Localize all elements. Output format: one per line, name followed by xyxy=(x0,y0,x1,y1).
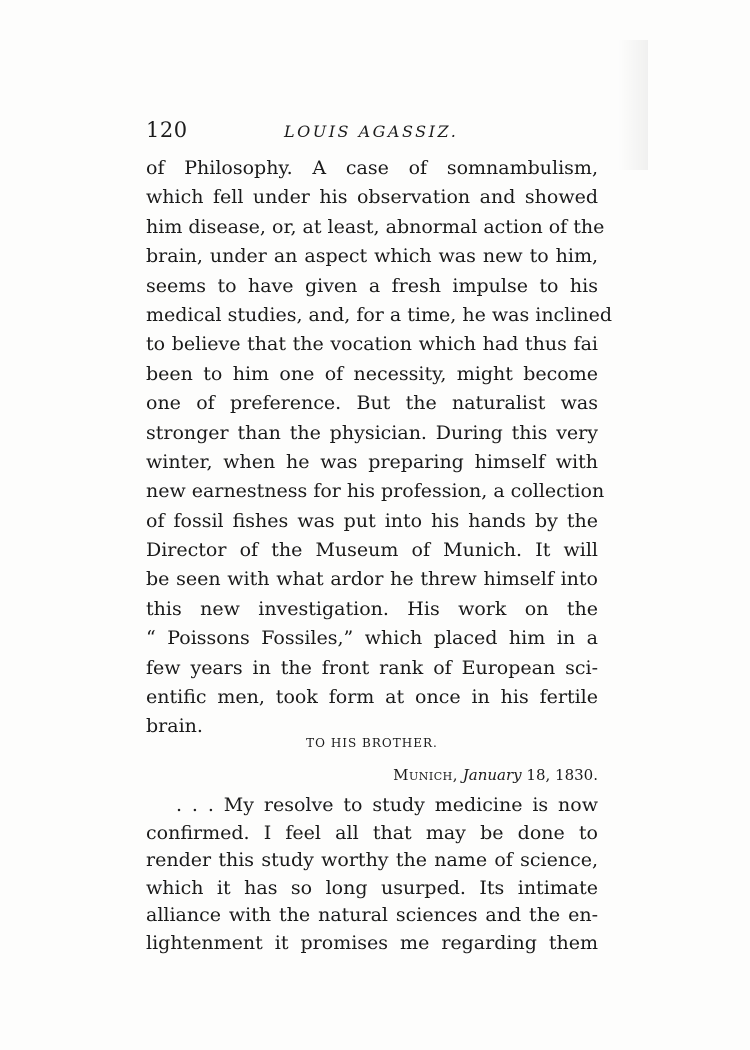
letter-place: Munich, xyxy=(393,766,458,784)
text-line: Director of the Museum of Munich. It will xyxy=(146,539,598,562)
text-line: brain. xyxy=(146,715,203,738)
letter-date-day-year: 18, 1830. xyxy=(526,766,598,784)
text-line: render this study worthy the name of science, xyxy=(146,849,598,871)
letter-date-month: January xyxy=(462,766,522,784)
text-line: . . . My resolve to study medicine is now xyxy=(176,794,598,816)
text-line: been to him one of necessity, might become xyxy=(146,362,598,385)
text-line: “ Poissons Fossiles,” which placed him in a xyxy=(146,627,598,650)
text-line: medical studies, and, for a time, he was inclined xyxy=(146,303,612,326)
text-line: this new investigation. His work on the xyxy=(146,597,598,620)
page-edge-shadow xyxy=(618,40,648,170)
text-line: which it has so long usurped. Its intimate xyxy=(146,876,598,899)
text-line: winter, when he was preparing himself with xyxy=(146,450,598,473)
text-line: one of preference. But the naturalist was xyxy=(146,392,598,415)
body-paragraph xyxy=(146,154,612,742)
text-line: alliance with the natural sciences and the en- xyxy=(146,904,598,926)
letter-body xyxy=(146,792,598,957)
text-line: confirmed. I feel all that may be done to xyxy=(146,821,598,844)
text-line: few years in the front rank of European sci- xyxy=(146,656,598,679)
text-line: seems to have given a fresh impulse to his xyxy=(146,274,598,297)
text-line: entific men, took form at once in his fertile xyxy=(146,686,598,709)
page-number: 120 xyxy=(146,118,188,142)
running-head xyxy=(146,118,598,148)
text-line: him disease, or, at least, abnormal action of the xyxy=(146,215,605,238)
text-line: of fossil fishes was put into his hands by the xyxy=(146,509,598,532)
text-line: be seen with what ardor he threw himself into xyxy=(146,568,598,591)
letter-dateline xyxy=(146,766,598,784)
text-line: new earnestness for his profession, a collection xyxy=(146,480,605,503)
letter-heading: TO HIS BROTHER. xyxy=(306,736,438,750)
text-line: brain, under an aspect which was new to him, xyxy=(146,245,598,268)
text-line: to believe that the vocation which had thus fai xyxy=(146,333,598,356)
text-line: stronger than the physician. During this very xyxy=(146,421,598,444)
text-line: of Philosophy. A case of somnambulism, xyxy=(146,157,598,179)
book-title: LOUIS AGASSIZ. xyxy=(284,122,459,141)
text-line: which fell under his observation and showed xyxy=(146,186,598,209)
text-line: lightenment it promises me regarding them xyxy=(146,931,598,954)
